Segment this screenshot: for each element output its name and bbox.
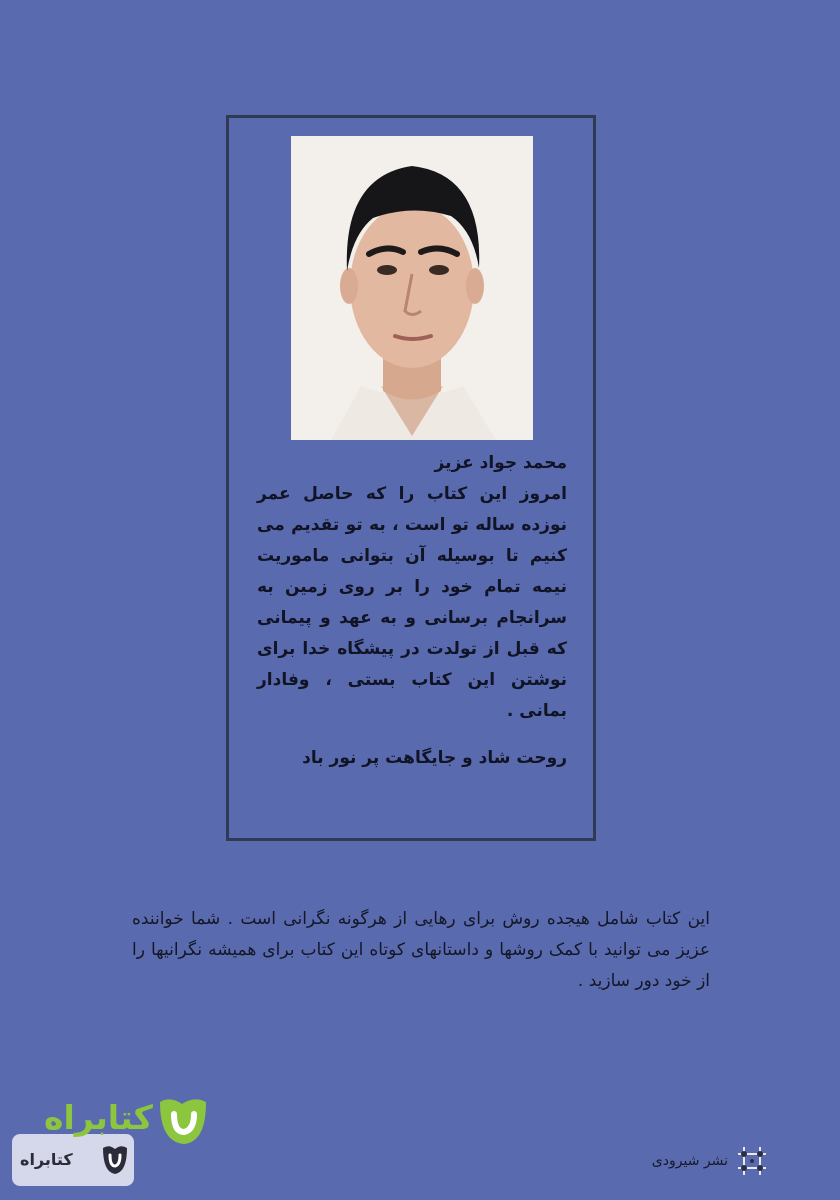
- small-book-leaf-icon: [100, 1142, 130, 1176]
- publisher: [620, 1143, 770, 1183]
- portrait-photo: [291, 136, 533, 440]
- logo-small-text: کتابراه: [20, 1150, 73, 1169]
- memorial-paragraph: امروز این کتاب را که حاصل عمر نوزده ساله تو است ، به تو تقدیم می کنیم تا بوسیله آن بتوانی ماموریت نیمه تمام خود را بر روی زمین به سرانجام برسانی و به عهد و پیمانی که قبل از تولدت در پیشگاه خدا برای نوشتن این کتاب بستی ، وفادار بمانی .: [257, 484, 567, 721]
- memorial-frame: [226, 115, 596, 841]
- memorial-text: [257, 448, 567, 774]
- ketabrah-logo[interactable]: [12, 1090, 212, 1190]
- book-leaf-icon: [154, 1092, 210, 1148]
- memorial-farewell: روحت شاد و جایگاهت پر نور باد: [302, 748, 567, 768]
- publisher-name: نشر شیرودی: [651, 1153, 728, 1169]
- book-description: این کتاب شامل هیجده روش برای رهایی از هرگونه نگرانی است . شما خواننده عزیز می توانید با کمک روشها و داستانهای کوتاه این کتاب برای همیشه نگرانیها را از خود دور سازید .: [132, 909, 710, 991]
- logo-main-text: کتابراه: [44, 1098, 153, 1137]
- portrait-illustration: [291, 136, 533, 440]
- memorial-name: محمد جواد عزیز: [434, 453, 567, 473]
- publisher-emblem-icon: [734, 1143, 770, 1179]
